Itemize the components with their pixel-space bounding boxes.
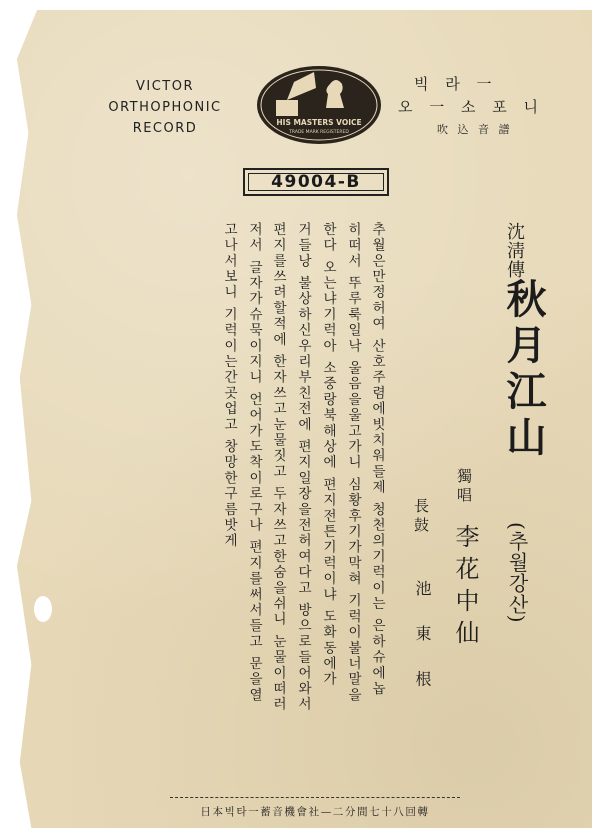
catalog-number-box (243, 168, 389, 196)
korean-line-3: 吹 込 音 譜 (437, 123, 513, 136)
drummer-name: 池 東 根 (413, 580, 432, 699)
singer-name: 李花中仙 (451, 524, 479, 652)
brand-line-victor: VICTOR (135, 79, 194, 94)
song-subtitle: 沈淸傳 (504, 222, 525, 279)
song-title-reading: (추월강산) (505, 522, 529, 624)
brand-line-record: RECORD (132, 121, 198, 136)
brand-line-orthophonic: ORTHOPHONIC (108, 100, 222, 115)
lyrics-column: 히떠서 뚜루룩일낙 울음을울고가니 심황후기가막혀 기럭이불너말을 (345, 222, 361, 704)
singer-role: 獨唱 (455, 468, 473, 506)
catalog-number: 49004-B (248, 173, 384, 191)
lyrics-column: 저서 글자가슈묵이지니 언어가도착이로구나 편지를써서들고 문을열 (246, 222, 262, 704)
paper-hole (34, 596, 52, 622)
lyrics-column: 추월은만정허여 산호주렴에빗치워들제 청천의기럭이는 은하슈에놉 (369, 222, 385, 697)
lyrics-column: 거들낭 불상하신우리부친전에 편지일장을전허여다고 방으로들어와서 (295, 222, 311, 713)
his-masters-voice-logo (254, 62, 384, 148)
lyrics-column: 한다 오는냐기럭아 소중랑북해상에 편지전튼기럭이냐 도화동에가 (320, 222, 336, 688)
footer-text: 日本빅타一蓄音機會社—二分間七十八回轉 (200, 806, 430, 818)
lyrics-column: 편지를쓰려할적에 한자쓰고눈물짓고 두자쓰고한숨을쉬니 눈물이떠러 (270, 222, 286, 713)
song-title: 秋月江山 (500, 278, 547, 462)
gramophone-box-icon (276, 100, 298, 116)
logo-text: HIS MASTERS VOICE (276, 118, 362, 127)
drummer-role: 長鼓 (412, 498, 430, 536)
korean-line-2: 오 一 소 포 니 (398, 98, 545, 116)
korean-line-1: 빅 라 一 (414, 75, 498, 93)
logo-subtext: TRADE MARK REGISTERED (289, 130, 349, 135)
lyrics-column: 고나서보니 기럭이는간곳업고 창망한구름밧게 (221, 222, 237, 549)
footer-divider (170, 797, 460, 798)
